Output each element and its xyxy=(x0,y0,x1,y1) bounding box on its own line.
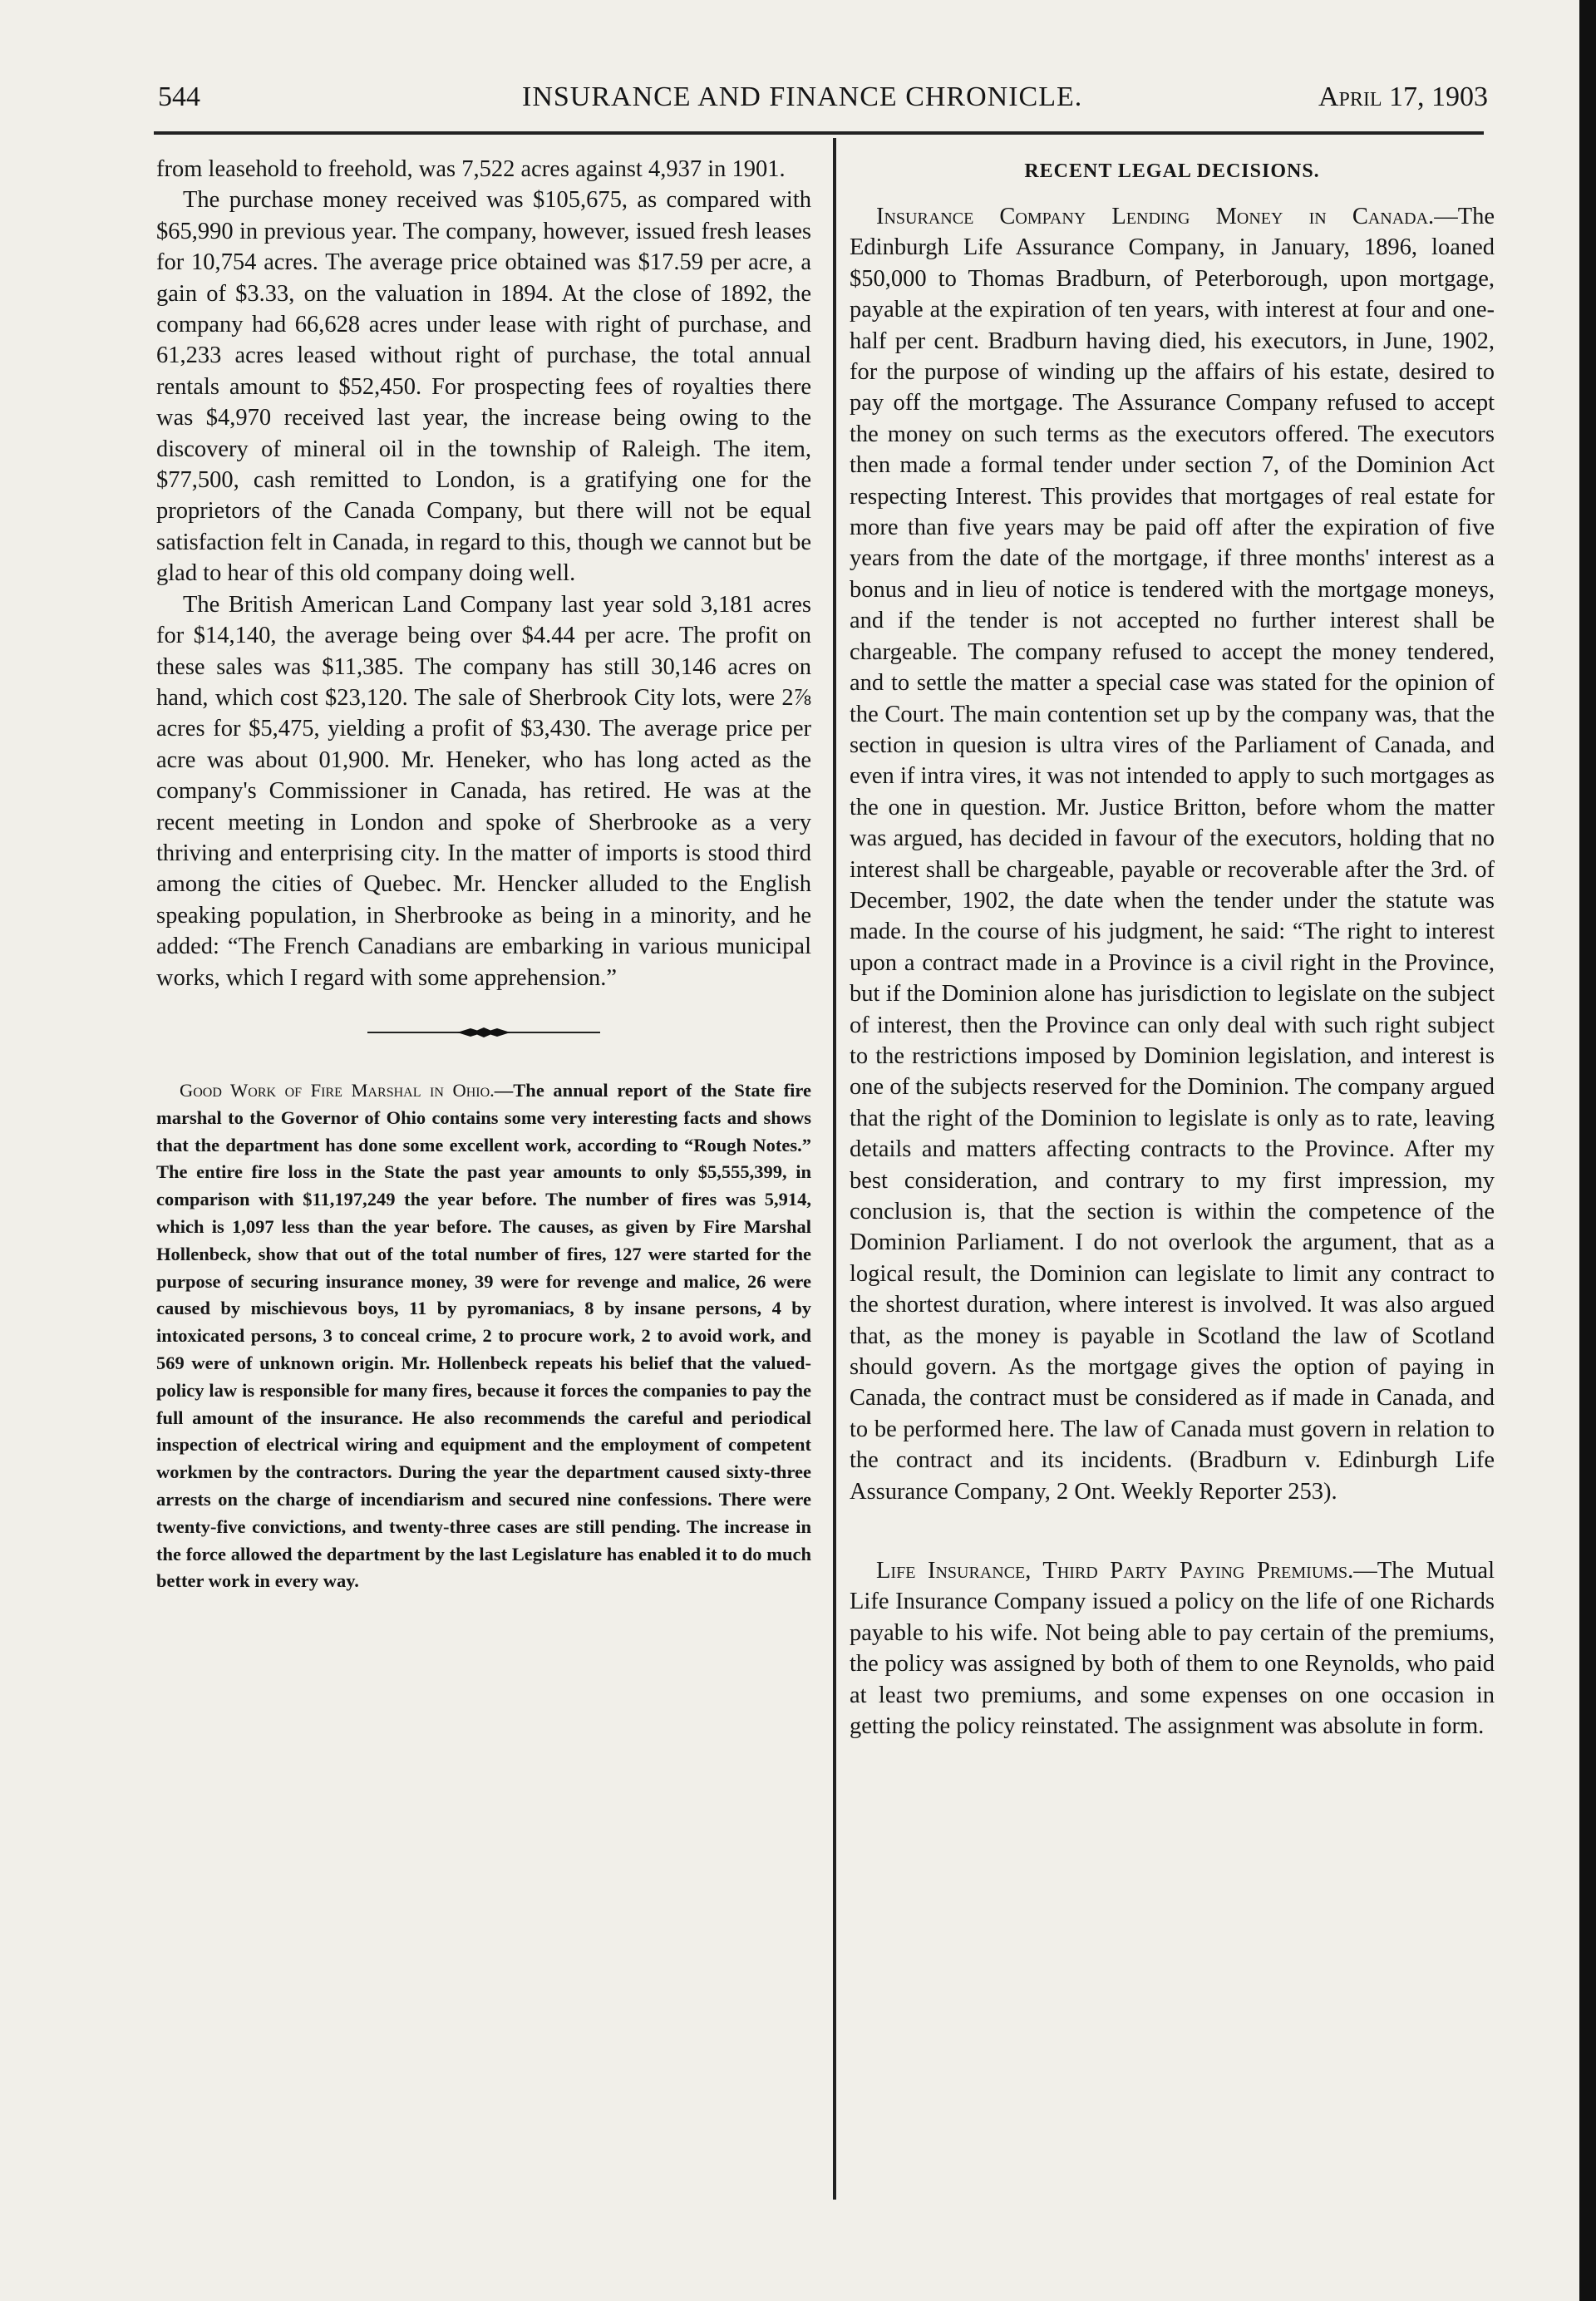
third-party-run-in: Life Insurance, Third Party Paying Premiums. xyxy=(876,1558,1354,1584)
paragraph-british-american-land: The British American Land Company last year sold 3,181 acres for $14,140, the average being over $4.44 per acre. The profit on these sales was $11,385. The company has still 30,146 acres on hand, which cost $23,120. The sale of Sherbrook City lots, were 2⅞ acres for $5,475, yielding a profit of $3,430. The average price per acre was about 01,900. Mr. Heneker, who has long acted as the company's Commissioner in Canada, has retired. He was at the recent meeting in London and spoke of Sherbrooke as a very thriving and enterprising city. In the matter of imports is stood third among the cities of Quebec. Mr. Hencker alluded to the English speaking population, in Sherbrooke as being in a minority, and he added: “The French Canadians are embarking in various municipal works, which I regard with some apprehension.” xyxy=(156,591,811,991)
ornament-divider xyxy=(156,1027,811,1042)
third-party-text: —The Mutual Life Insurance Company issued a policy on the life of one Richards payable to his wife. Not being able to pay certain of the premiums, the policy was assigned by both of them to one Reynolds, who paid at least two premiums, and some expenses on one occasion in getting the policy reinstated. The assignment was absolute in form. xyxy=(850,1558,1495,1740)
legal-article-lending-money xyxy=(850,201,1495,1507)
lending-money-run-in: Insurance Company Lending Money in Canada. xyxy=(876,204,1435,229)
right-column xyxy=(850,154,1495,1742)
header-rule xyxy=(154,131,1484,135)
legal-article-third-party xyxy=(850,1555,1495,1742)
paragraph-leasehold: from leasehold to freehold, was 7,522 acres against 4,937 in 1901. xyxy=(156,156,786,182)
issue-date: April 17, 1903 xyxy=(1318,81,1488,112)
fire-marshal-run-in: Good Work of Fire Marshal in Ohio. xyxy=(180,1079,495,1101)
page-header xyxy=(158,81,1488,131)
journal-title: INSURANCE AND FINANCE CHRONICLE. xyxy=(522,81,1083,112)
lending-money-text: —The Edinburgh Life Assurance Company, in January, 1896, loaned $50,000 to Thomas Bradburn, of Peterborough, upon mortgage, payable at the expiration of ten years, with interest at four and one-half per cent. Bradburn having died, his executors, in June, 1902, for the purpose of winding up the affairs of his estate, desired to pay off the mortgage. The Assurance Company refused to accept the money on such terms as the executors offered. The executors then made a formal tender under section 7, of the Dominion Act respecting Interest. This provides that mortgages of real estate for more than five years may be paid off after the expiration of five years from the date of the mortgage, if three months' interest as a bonus and in lieu of notice is tendered with the mortgage moneys, and if the tender is not accepted no further interest shall be chargeable. The company refused to accept the money tendered, and to settle the matter a special case was stated for the opinion of the Court. The main contention set up by the company was, that the section in quesion is ultra vires of the Parliament of Canada, and even if intra vires, it was not intended to apply to such mortgages as the one in question. Mr. Justice Britton, before whom the matter was argued, has decided in favour of the executors, holding that no interest shall be chargeable, payable or recoverable after the 3rd. of December, 1902, the date when the tender under the statute was made. In the course of his judgment, he said: “The right to interest upon a contract made in a Province is a civil right in the Province, but if the Dominion alone has jurisdiction to legislate on the subject of interest, then the Province can only deal with such right subject to the restrictions imposed by Dominion legislation, and interest is one of the subjects reserved for the Dominion. The company argued that the right of the Dominion to legislate is only as to rate, leaving details and matters affecting contracts to the Province. After my best consideration, and contrary to my first impression, my conclusion is, that the section is within the competence of the Dominion Parliament. I do not overlook the argument, that as a logical result, the Dominion can legislate to limit any contract to the shortest duration, where interest is involved. It was also argued that, as the money is payable in Scotland the law of Scotland should govern. As the mortgage gives the option of paying in Canada, the contract must be considered as if made in Canada, and to be performed here. The law of Canada must govern in relation to the contract and its incidents. (Bradburn v. Edinburgh Life Assurance Company, 2 Ont. Weekly Reporter 253). xyxy=(850,204,1495,1505)
article-gap xyxy=(850,1507,1495,1555)
fire-marshal-text: —The annual report of the State fire marshal to the Governor of Ohio contains some very interesting facts and shows that the department has done some excellent work, according to “Rough Notes.” The entire fire loss in the State the past year amounts to only $5,555,399, in comparison with $11,197,249 the year before. The number of fires was 5,914, which is 1,097 less than the year before. The causes, as given by Fire Marshal Hollenbeck, show that out of the total number of fires, 127 were started for the purpose of securing insurance money, 39 were for revenge and malice, 26 were caused by mischievous boys, 11 by pyromaniacs, 8 by insane persons, 4 by intoxicated persons, 3 to conceal crime, 2 to procure work, 2 to avoid work, and 569 were of unknown origin. Mr. Hollenbeck repeats his belief that the valued-policy law is responsible for many fires, because it forces the companies to pay the full amount of the insurance. He also recommends the careful and periodical inspection of electrical wiring and equipment and the employment of competent workmen by the contractors. During the year the department caused sixty-three arrests on the charge of incendiarism and secured nine confessions. There were twenty-five convictions, and twenty-three cases are still pending. The increase in the force allowed the department by the last Legislature has enabled it to do much better work in every way. xyxy=(156,1079,811,1592)
fire-marshal-article xyxy=(156,1077,811,1595)
paragraph-canada-company: The purchase money received was $105,675, as compared with $65,990 in previous year. The company, however, issued fresh leases for 10,754 acres. The average price obtained was $17.59 per acre, a gain of $3.33, on the valuation in 1894. At the close of 1892, the company had 66,628 acres under lease with right of purchase, and 61,233 acres leased without right of purchase, the total annual rentals amount to $52,450. For prospecting fees of royalties there was $4,970 received last year, the increase being owing to the discovery of mineral oil in the township of Raleigh. The item, $77,500, cash remitted to London, is a gratifying one for the proprietors of the Canada Company, but there will not be equal satisfaction felt in Canada, in regard to this, though we cannot but be glad to hear of this old company doing well. xyxy=(156,187,811,587)
column-divider xyxy=(833,138,836,2200)
scan-edge xyxy=(1579,0,1596,2301)
left-column xyxy=(156,154,811,1595)
section-heading: RECENT LEGAL DECISIONS. xyxy=(1024,160,1320,182)
page-number: 544 xyxy=(158,81,200,112)
